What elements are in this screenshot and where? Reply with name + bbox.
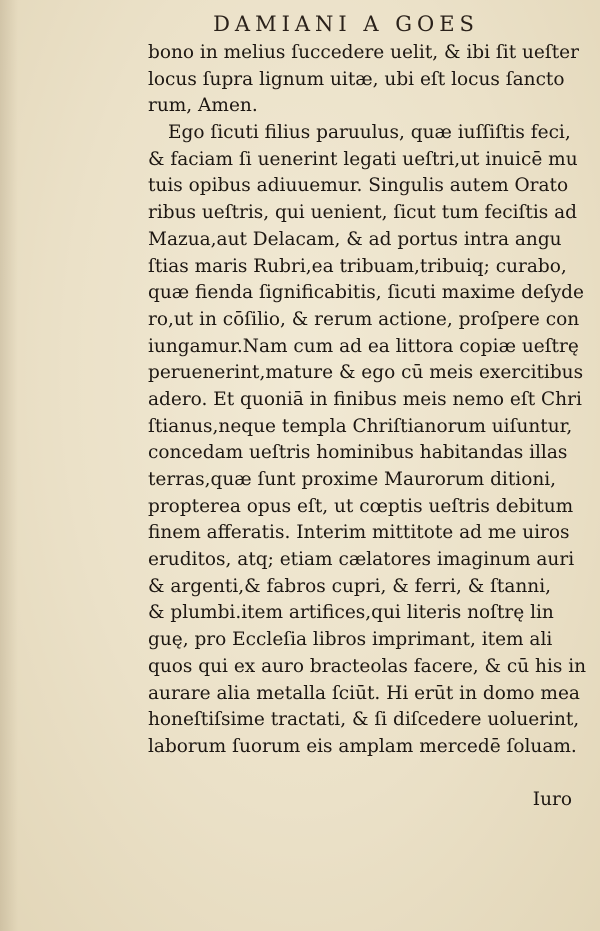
text-line: ro,ut in cōſilio, & rerum actione, proſpere con	[148, 308, 580, 330]
text-line: quos qui ex auro bracteolas facere, & cū his in	[148, 655, 587, 677]
text-line: propterea opus eſt, ut cœptis ueſtris debitum	[148, 495, 574, 517]
text-line: ribus ueſtris, qui uenient, ſicut tum feciſtis ad	[148, 202, 578, 224]
text-line: concedam ueſtris hominibus habitandas illas	[148, 442, 568, 464]
text-line: peruenerint,mature & ego cū meis exercitibus	[148, 362, 584, 384]
text-line: honeſtiſsime tractati, & ſi diſcedere uoluerint,	[148, 709, 580, 731]
text-line: terras,quæ ſunt proxime Maurorum ditioni,	[148, 469, 557, 490]
text-line: rum, Amen.	[148, 95, 258, 117]
text-line: Mazua,aut Delacam, & ad portus intra angu	[148, 228, 562, 250]
text-line: quæ fienda ſignificabitis, ſicuti maxime deſyde	[148, 282, 584, 304]
text-line: & argenti,& fabros cupri, & ferri, & ſtanni,	[148, 575, 552, 597]
text-line: ſtianus,neque templa Chriſtianorum uiſuntur,	[148, 415, 573, 437]
text-line: eruditos, atq; etiam cælatores imaginum auri	[148, 549, 575, 571]
text-line: locus ſupra lignum uitæ, ubi eſt locus ſancto	[148, 68, 565, 90]
paragraph-first-line: Ego ſicuti filius paruulus, quæ iuſſiſtis feci,	[168, 122, 571, 144]
text-line: guę, pro Eccleſia libros imprimant, item ali	[148, 629, 553, 651]
text-line: adero. Et quoniā in finibus meis nemo eſt Chri	[148, 388, 582, 410]
text-line: ſtias maris Rubri,ea tribuam,tribuiq; curabo,	[148, 255, 567, 277]
text-line: tuis opibus adiuuemur. Singulis autem Orato	[148, 175, 569, 197]
page-gutter-shadow	[0, 0, 18, 931]
text-line: finem afferatis. Interim mittitote ad me uiros	[148, 522, 570, 544]
text-line: aurare alia metalla ſciūt. Hi erūt in domo mea	[148, 682, 580, 704]
body-text	[148, 40, 590, 761]
text-line: & plumbi.item artifices,qui literis noſtrę lin	[148, 602, 554, 624]
text-line: bono in melius ſuccedere uelit, & ibi ſit ueſter	[148, 42, 579, 63]
text-line: laborum ſuorum eis amplam mercedē ſoluam.	[148, 735, 577, 757]
running-head-text: DAMIANI A GOES	[213, 12, 479, 36]
text-line: & faciam ſi uenerint legati ueſtri,ut inuicē mu	[148, 148, 578, 170]
catchword: Iuro	[532, 789, 572, 810]
text-line: iungamur.Nam cum ad ea littora copiæ ueſtrę	[148, 335, 579, 357]
running-head	[0, 12, 600, 36]
